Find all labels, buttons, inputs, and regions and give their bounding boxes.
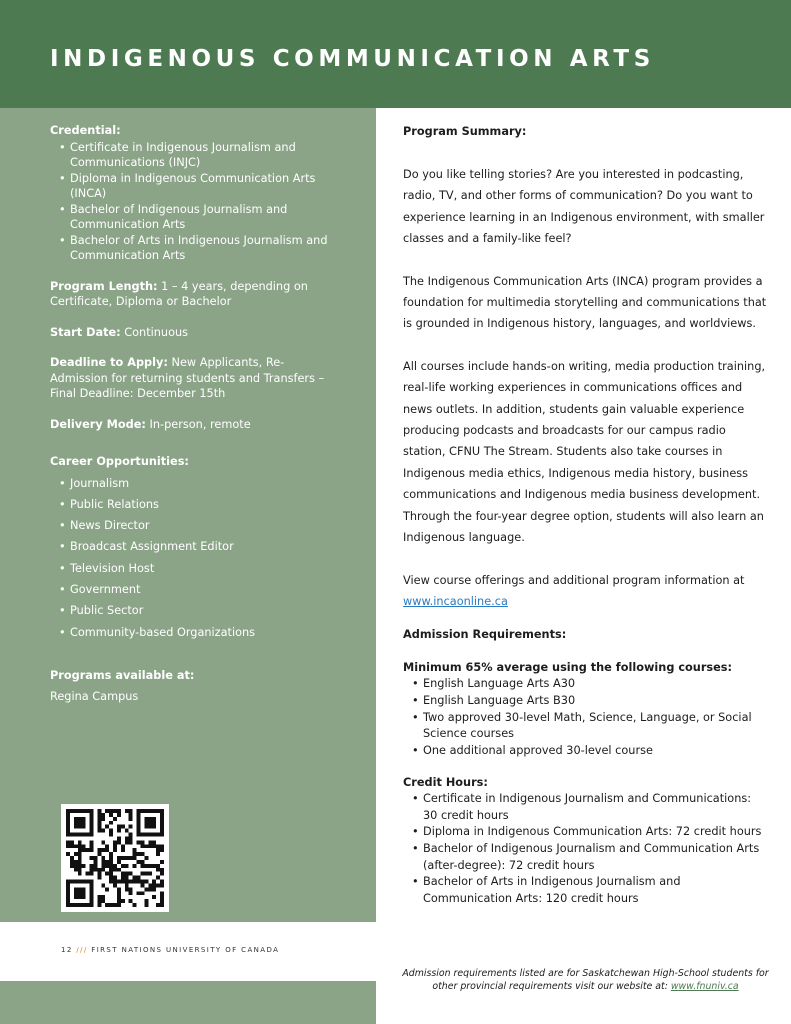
summary-paragraph-3: All courses include hands-on writing, media production training, real-life working experiences in communications offices and news outlets. In addition, students gain valuable experience producing podcasts and broadcasts for our campus radio station, CFNU The Stream. Students also take courses in Indigenous media ethics, Indigenous media history, business communications and Indigenous media business development. Through the four-year degree option, students will also learn an Indigenous language.: [403, 359, 766, 545]
career-list: [50, 473, 340, 643]
footer-org: FIRST NATIONS UNIVERSITY OF CANADA: [91, 946, 280, 954]
list-item: • Bachelor of Indigenous Journalism and Communication Arts (after-degree): 72 credit hours: [423, 841, 768, 874]
qr-code[interactable]: [61, 804, 169, 912]
page-footer: [61, 946, 279, 954]
list-item: • Community-based Organizations: [70, 622, 340, 643]
list-item: • Public Relations: [70, 494, 340, 515]
sidebar-bottom-band: [0, 981, 376, 1024]
list-item: • Broadcast Assignment Editor: [70, 536, 340, 557]
course-list: [403, 676, 768, 759]
summary-heading: Program Summary:: [403, 125, 527, 138]
slash-separator: ///: [76, 946, 88, 954]
credit-list: [403, 791, 768, 907]
career-label: Career Opportunities:: [50, 455, 189, 468]
list-item: • Public Sector: [70, 600, 340, 621]
summary-paragraph-2: The Indigenous Communication Arts (INCA) program provides a foundation for multimedia storytelling and communications that is grounded in Indigenous history, languages, and worldviews.: [403, 274, 767, 331]
main-content: [403, 124, 768, 907]
minimum-heading: Minimum 65% average using the following courses:: [403, 661, 733, 675]
summary-paragraph-1: Do you like telling stories? Are you interested in podcasting, radio, TV, and other forms of communication? Do you want to experience learning in an Indigenous environment, with smaller classes and a family-like feel?: [403, 168, 765, 246]
list-item: • Certificate in Indigenous Journalism and Communications: 30 credit hours: [423, 791, 768, 824]
list-item: • Government: [70, 579, 340, 600]
list-item: • One additional approved 30-level course: [423, 743, 768, 760]
list-item: • English Language Arts B30: [423, 693, 768, 710]
start-date: Start Date: Continuous: [50, 325, 189, 339]
page-title: INDIGENOUS COMMUNICATION ARTS: [50, 46, 655, 72]
list-item: • Television Host: [70, 558, 340, 579]
list-item: • Certificate in Indigenous Journalism and Communications (INJC): [70, 140, 340, 171]
admission-heading: Admission Requirements:: [403, 628, 567, 642]
list-item: • Two approved 30-level Math, Science, Language, or Social Science courses: [423, 710, 768, 743]
list-item: • Journalism: [70, 473, 340, 494]
program-sidebar: [0, 108, 376, 922]
programs-location: Regina Campus: [50, 690, 139, 704]
qr-code-icon: [66, 809, 164, 907]
list-item: • English Language Arts A30: [423, 676, 768, 693]
list-item: • Diploma in Indigenous Communication Arts (INCA): [70, 171, 340, 202]
list-item: • Bachelor of Arts in Indigenous Journalism and Communication Arts: 120 credit hours: [423, 874, 768, 907]
fnuniv-link[interactable]: www.fnuniv.ca: [670, 980, 739, 992]
program-length: Program Length: 1 – 4 years, depending on Certificate, Diploma or Bachelor: [50, 279, 308, 308]
admission-note: Admission requirements listed are for Saskatchewan High-School students for other provincial requirements visit our website at: www.fnuniv.ca: [402, 968, 769, 992]
list-item: • Bachelor of Indigenous Journalism and Communication Arts: [70, 202, 340, 233]
credit-heading: Credit Hours:: [403, 776, 488, 790]
info-paragraph: View course offerings and additional program information at www.incaonline.ca: [403, 573, 745, 608]
deadline: Deadline to Apply: New Applicants, Re-Admission for returning students and Transfers – Final Deadline: December 15th: [50, 356, 325, 400]
page-header: [0, 0, 791, 108]
list-item: • News Director: [70, 515, 340, 536]
programs-label: Programs available at:: [50, 668, 195, 682]
list-item: • Diploma in Indigenous Communication Arts: 72 credit hours: [423, 824, 768, 841]
page-number: 12: [61, 946, 73, 954]
credential-list: [50, 140, 340, 264]
credential-label: Credential:: [50, 124, 121, 137]
delivery-mode: Delivery Mode: In-person, remote: [50, 417, 251, 431]
list-item: • Bachelor of Arts in Indigenous Journalism and Communication Arts: [70, 233, 340, 264]
inca-link[interactable]: www.incaonline.ca: [403, 594, 508, 608]
